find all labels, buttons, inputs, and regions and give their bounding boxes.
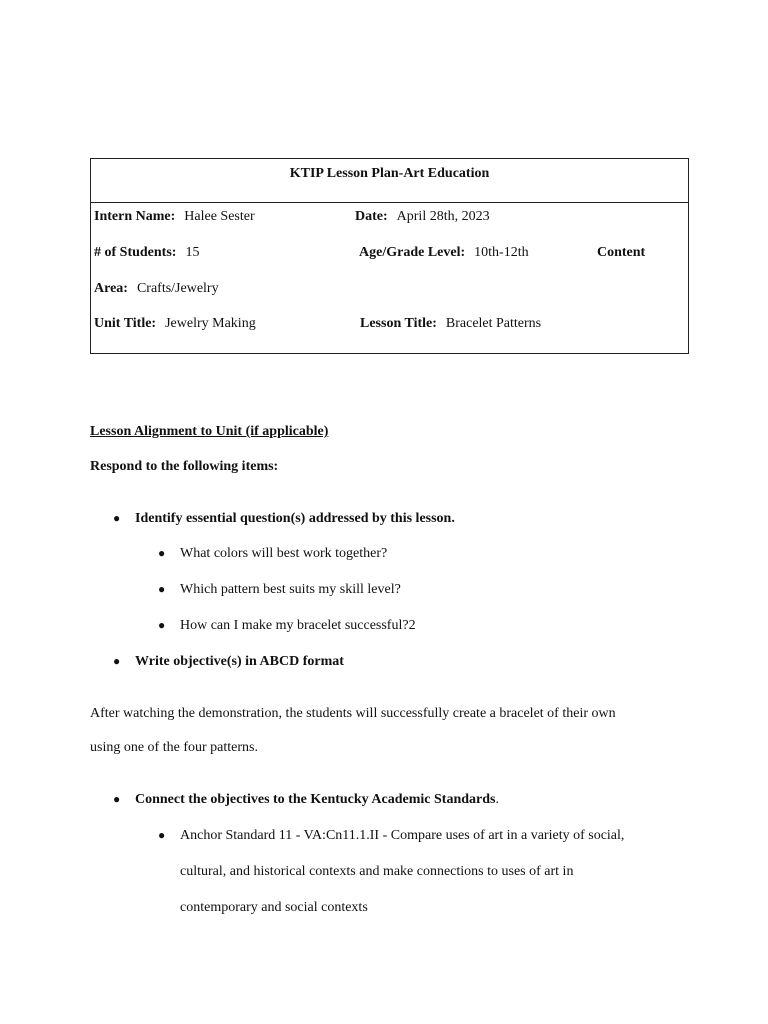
bullet-icon: ● — [113, 792, 121, 806]
intern-name-value: Halee Sester — [184, 209, 255, 224]
standards-text: Connect the objectives to the Kentucky Academic Standards — [135, 792, 496, 807]
area-label: Area: — [94, 281, 128, 296]
alignment-heading: Lesson Alignment to Unit (if applicable) — [90, 424, 329, 439]
date-value: April 28th, 2023 — [396, 209, 490, 224]
bullet-icon: ● — [113, 511, 121, 525]
bullet-icon: ● — [158, 618, 166, 632]
intern-name-label: Intern Name: — [94, 209, 176, 224]
lesson-title-field — [360, 316, 541, 332]
grade-value: 10th-12th — [474, 245, 529, 260]
students-value: 15 — [185, 245, 200, 260]
respond-heading: Respond to the following items: — [90, 459, 279, 474]
bullet-icon: ● — [113, 654, 121, 668]
bullet-icon: ● — [158, 828, 166, 842]
lesson-plan-title: KTIP Lesson Plan-Art Education — [91, 159, 688, 203]
lesson-title-value: Bracelet Patterns — [445, 316, 542, 331]
intern-name-field — [94, 209, 255, 225]
unit-title-value: Jewelry Making — [165, 316, 256, 331]
standard-text-line1: Anchor Standard 11 - VA:Cn11.1.II - Compare uses of art in a variety of social, — [180, 828, 625, 843]
unit-title-label: Unit Title: — [94, 316, 157, 331]
list-item-question — [158, 582, 401, 598]
students-field — [94, 245, 199, 261]
question-text: How can I make my bracelet successful?2 — [180, 618, 416, 633]
standards-period: . — [495, 792, 499, 807]
area-value: Crafts/Jewelry — [136, 281, 219, 296]
objective-paragraph-line2: using one of the four patterns. — [90, 740, 258, 755]
bullet-icon: ● — [158, 582, 166, 596]
essential-questions-text: Identify essential question(s) addressed by this lesson. — [135, 511, 455, 526]
list-item-standard — [158, 828, 624, 844]
bullet-icon: ● — [158, 546, 166, 560]
list-item-objectives — [113, 654, 344, 670]
list-item-question — [158, 546, 387, 562]
date-field — [355, 209, 490, 225]
grade-field — [359, 245, 529, 261]
objectives-text: Write objective(s) in ABCD format — [135, 654, 344, 669]
date-label: Date: — [355, 209, 388, 224]
list-item-question — [158, 618, 416, 634]
lesson-title-label: Lesson Title: — [360, 316, 437, 331]
standard-text-line3: contemporary and social contexts — [180, 900, 368, 915]
question-text: What colors will best work together? — [180, 546, 388, 561]
area-field — [94, 281, 219, 297]
list-item-essential-questions — [113, 511, 455, 527]
question-text: Which pattern best suits my skill level? — [180, 582, 401, 597]
grade-label: Age/Grade Level: — [359, 245, 466, 260]
unit-title-field — [94, 316, 256, 332]
content-label: Content — [597, 245, 646, 260]
students-label: # of Students: — [94, 245, 177, 260]
objective-paragraph-line1: After watching the demonstration, the students will successfully create a bracelet of their own — [90, 706, 616, 721]
standard-text-line2: cultural, and historical contexts and make connections to uses of art in — [180, 864, 574, 879]
list-item-standards — [113, 792, 499, 808]
